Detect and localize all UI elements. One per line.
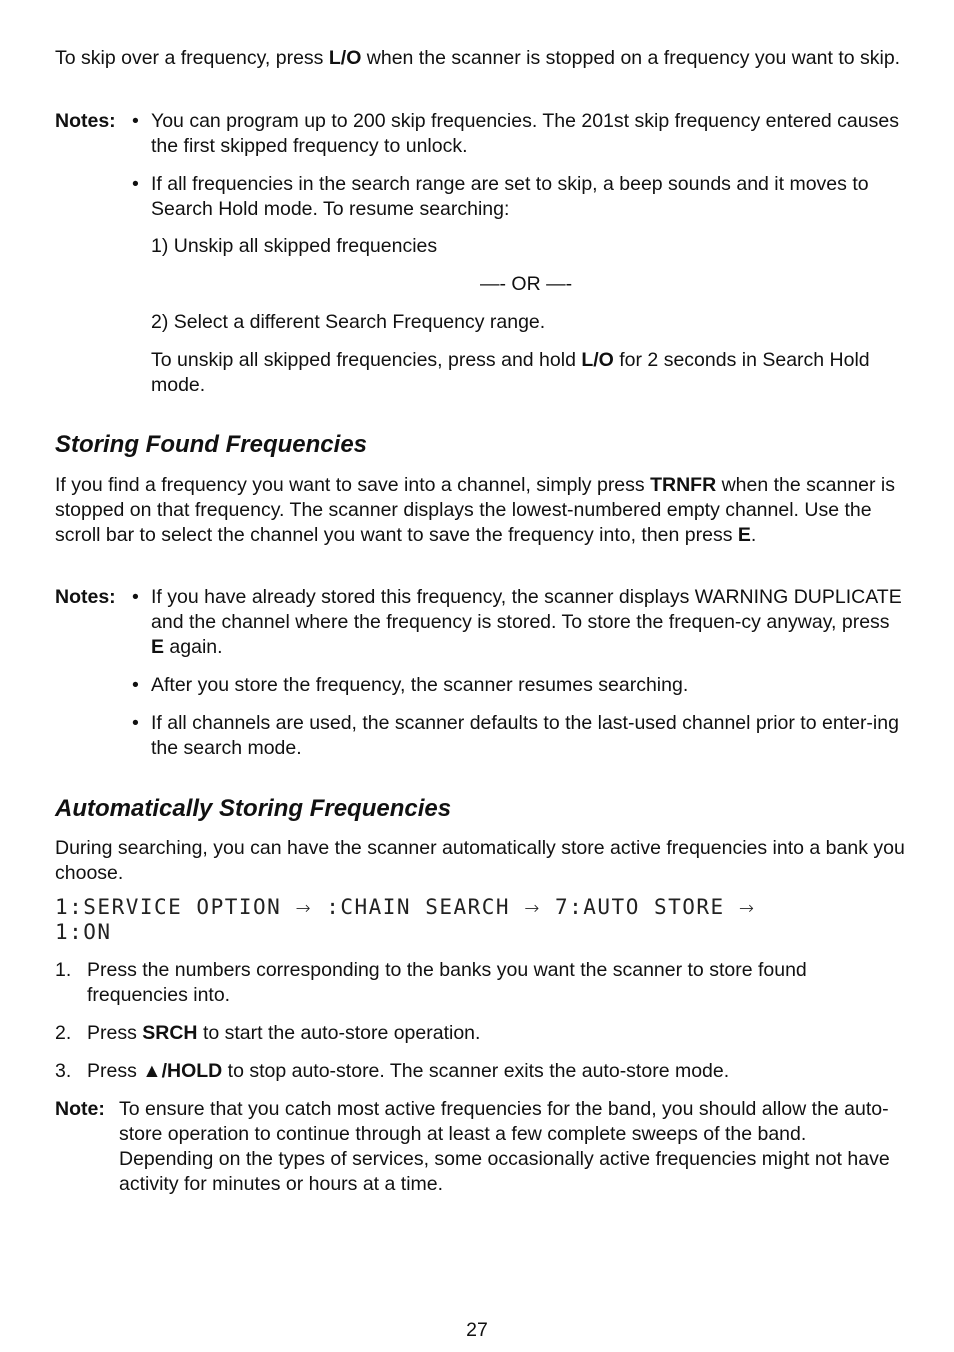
skip-intro-paragraph: To skip over a frequency, press L/O when the scanner is stopped on a frequency you want to skip. [55, 47, 901, 69]
page-number: 27 [466, 1319, 488, 1341]
storing-found-paragraph: If you find a frequency you want to save into a channel, simply press TRNFR when the scanner is stopped on that frequency. The scanner displays the lowest-numbered empty channel. Use the scroll bar to select the channel you want to save the frequency into, then press E. [55, 474, 896, 546]
auto-step-3: Press ▲/HOLD to stop auto-store. The scanner exits the auto-store mode. [87, 1060, 730, 1082]
storing-note-3: If all channels are used, the scanner defaults to the last-used channel prior to enter-ing the search mode. [151, 712, 899, 759]
resume-step-1: 1) Unskip all skipped frequencies [151, 235, 438, 257]
menu-item-service-option: 1:SERVICE OPTION [55, 895, 282, 919]
auto-storing-heading: Automatically Storing Frequencies [55, 795, 452, 822]
bullet: • [132, 586, 139, 608]
auto-step-1: Press the numbers corresponding to the banks you want the scanner to store found frequencies into. [87, 959, 807, 1006]
storing-note-1: If you have already stored this frequency, the scanner displays WARNING DUPLICATE and the channel where the frequency is stored. To store the frequen-cy anyway, press E again. [151, 586, 902, 658]
arrow-icon: → [738, 898, 756, 919]
auto-step-2: Press SRCH to start the auto-store operation. [87, 1022, 481, 1044]
resume-step-2: 2) Select a different Search Frequency range. [151, 311, 546, 333]
step-number: 2. [55, 1022, 72, 1044]
step-number: 3. [55, 1060, 72, 1082]
bullet: • [132, 674, 139, 696]
skip-note-2: If all frequencies in the search range are set to skip, a beep sounds and it moves to Search Hold mode. To resume searching: [151, 173, 869, 220]
auto-note-label: Note: [55, 1098, 105, 1120]
storing-note-2: After you store the frequency, the scanner resumes searching. [151, 674, 689, 696]
storing-found-heading: Storing Found Frequencies [55, 431, 368, 458]
bullet: • [132, 110, 139, 132]
menu-path-line-2 [55, 920, 112, 945]
menu-item-auto-store: 7:AUTO STORE [554, 895, 725, 919]
auto-note: To ensure that you catch most active frequencies for the band, you should allow the auto-store operation to continue through at least a few complete sweeps of the band. Depending on the types of services, some occasionally active frequencies might not have activity for minutes or hours at a time. [119, 1098, 890, 1195]
auto-storing-intro: During searching, you can have the scanner automatically store active frequencies into a bank you choose. [55, 837, 905, 884]
menu-path [55, 895, 755, 921]
skip-note-1: You can program up to 200 skip frequencies. The 201st skip frequency entered causes the first skipped frequency to unlock. [151, 110, 899, 157]
bullet: • [132, 173, 139, 195]
step-number: 1. [55, 959, 72, 981]
menu-item-chain-search: :CHAIN SEARCH [326, 895, 511, 919]
menu-item-on: 1:ON [55, 920, 112, 944]
bullet: • [132, 712, 139, 734]
arrow-icon: → [524, 898, 541, 919]
storing-notes-label: Notes: [55, 586, 116, 608]
or-separator: —- OR —- [480, 273, 573, 295]
skip-notes-label: Notes: [55, 110, 116, 132]
unskip-instructions: To unskip all skipped frequencies, press and hold L/O for 2 seconds in Search Hold mode. [151, 349, 870, 396]
arrow-icon: → [295, 898, 313, 919]
